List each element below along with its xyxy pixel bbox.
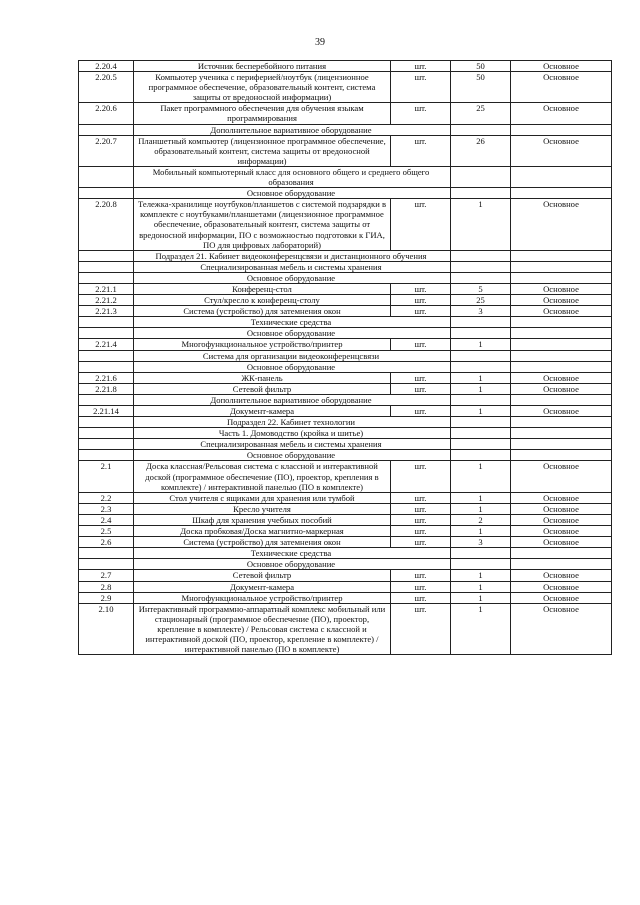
item-unit: шт. <box>391 461 451 492</box>
item-name: Тележка-хранилище ноутбуков/планшетов с системой подзарядки в комплекте с ноутбуками/планшетами (лицензионное программное обеспечение, образовательный контент, система защиты от вредоносной информации, ПО с возможностью подготовки к ГИА, ПО для цифровых лабораторий) <box>134 199 391 250</box>
section-heading: Система для организации видеоконференцсвязи <box>134 350 451 361</box>
section-number-cell <box>79 450 134 461</box>
item-type: Основное <box>511 306 612 317</box>
item-name: Доска пробковая/Доска магнитно-маркерная <box>134 526 391 537</box>
item-number: 2.20.8 <box>79 199 134 250</box>
item-quantity: 1 <box>451 503 511 514</box>
section-row <box>79 261 612 272</box>
section-heading: Основное оборудование <box>134 328 451 339</box>
item-name: Система (устройство) для затемнения окон <box>134 537 391 548</box>
table-row <box>79 592 612 603</box>
item-quantity: 1 <box>451 199 511 250</box>
item-number: 2.5 <box>79 526 134 537</box>
item-name: Стул/кресло к конференц-столу <box>134 295 391 306</box>
item-number: 2.20.4 <box>79 61 134 72</box>
equipment-table-body <box>79 61 612 655</box>
section-heading: Специализированная мебель и системы хранения <box>134 261 451 272</box>
item-name: Кресло учителя <box>134 503 391 514</box>
item-quantity: 3 <box>451 537 511 548</box>
section-qty-cell <box>451 328 511 339</box>
section-qty-cell <box>451 361 511 372</box>
item-type: Основное <box>511 72 612 103</box>
section-heading: Часть 1. Домоводство (кройка и шитье) <box>134 428 451 439</box>
item-name: Источник бесперебойного питания <box>134 61 391 72</box>
item-unit: шт. <box>391 526 451 537</box>
section-number-cell <box>79 272 134 283</box>
item-unit: шт. <box>391 61 451 72</box>
section-type-cell <box>511 261 612 272</box>
item-number: 2.21.6 <box>79 372 134 383</box>
item-unit: шт. <box>391 537 451 548</box>
item-number: 2.4 <box>79 514 134 525</box>
item-number: 2.20.7 <box>79 135 134 166</box>
item-type: Основное <box>511 135 612 166</box>
section-type-cell <box>511 417 612 428</box>
table-row <box>79 135 612 166</box>
section-row <box>79 250 612 261</box>
item-quantity: 26 <box>451 135 511 166</box>
item-number: 2.21.14 <box>79 406 134 417</box>
section-row <box>79 548 612 559</box>
item-type: Основное <box>511 514 612 525</box>
section-qty-cell <box>451 439 511 450</box>
item-unit: шт. <box>391 592 451 603</box>
item-quantity: 1 <box>451 581 511 592</box>
item-quantity: 1 <box>451 383 511 394</box>
item-name: Планшетный компьютер (лицензионное программное обеспечение, образовательный контент, система защиты от вредоносной информации) <box>134 135 391 166</box>
item-type: Основное <box>511 103 612 124</box>
section-type-cell <box>511 317 612 328</box>
section-type-cell <box>511 548 612 559</box>
item-type: Основное <box>511 570 612 581</box>
item-type: Основное <box>511 295 612 306</box>
item-type: Основное <box>511 383 612 394</box>
item-unit: шт. <box>391 492 451 503</box>
item-unit: шт. <box>391 103 451 124</box>
item-unit: шт. <box>391 283 451 294</box>
item-type: Основное <box>511 581 612 592</box>
item-unit: шт. <box>391 603 451 654</box>
table-row <box>79 61 612 72</box>
section-type-cell <box>511 328 612 339</box>
item-name: ЖК-панель <box>134 372 391 383</box>
item-quantity: 1 <box>451 570 511 581</box>
item-unit: шт. <box>391 306 451 317</box>
section-qty-cell <box>451 188 511 199</box>
item-number: 2.3 <box>79 503 134 514</box>
section-type-cell <box>511 124 612 135</box>
item-quantity: 3 <box>451 306 511 317</box>
item-quantity: 2 <box>451 514 511 525</box>
item-quantity: 1 <box>451 592 511 603</box>
section-qty-cell <box>451 417 511 428</box>
item-name: Сетевой фильтр <box>134 570 391 581</box>
item-name: Документ-камера <box>134 406 391 417</box>
section-qty-cell <box>451 450 511 461</box>
item-type: Основное <box>511 461 612 492</box>
item-unit: шт. <box>391 514 451 525</box>
section-number-cell <box>79 328 134 339</box>
section-type-cell <box>511 250 612 261</box>
section-heading: Технические средства <box>134 317 451 328</box>
item-name: Сетевой фильтр <box>134 383 391 394</box>
section-qty-cell <box>451 548 511 559</box>
section-row <box>79 394 612 405</box>
item-number: 2.7 <box>79 570 134 581</box>
item-unit: шт. <box>391 581 451 592</box>
item-type <box>511 339 612 350</box>
section-heading: Подраздел 22. Кабинет технологии <box>134 417 451 428</box>
item-unit: шт. <box>391 406 451 417</box>
item-number: 2.21.1 <box>79 283 134 294</box>
section-number-cell <box>79 559 134 570</box>
section-heading: Технические средства <box>134 548 451 559</box>
table-row <box>79 339 612 350</box>
item-number: 2.9 <box>79 592 134 603</box>
item-name: Интерактивный программно-аппаратный комплекс мобильный или стационарный (программное обеспечение (ПО), проектор, крепление в комплекте) / Рельсовая система с классной и интерактивной доской (ПО, проектор, крепление в комплекте) / интерактивной панелью (ПО в комплекте) <box>134 603 391 654</box>
item-quantity: 1 <box>451 406 511 417</box>
table-row <box>79 570 612 581</box>
page-number: 39 <box>315 37 325 48</box>
section-number-cell <box>79 350 134 361</box>
item-name: Конференц-стол <box>134 283 391 294</box>
equipment-table <box>78 60 612 655</box>
item-type: Основное <box>511 283 612 294</box>
table-row <box>79 372 612 383</box>
item-name: Доска классная/Рельсовая система с классной и интерактивной доской (программное обеспечение (ПО), проектор, крепления в комплекте) / интерактивной панелью (ПО в комплекте) <box>134 461 391 492</box>
item-quantity: 50 <box>451 61 511 72</box>
section-row <box>79 166 612 187</box>
table-row <box>79 537 612 548</box>
section-heading: Дополнительное вариативное оборудование <box>134 394 451 405</box>
item-type: Основное <box>511 592 612 603</box>
item-type: Основное <box>511 199 612 250</box>
item-unit: шт. <box>391 199 451 250</box>
item-quantity: 1 <box>451 372 511 383</box>
table-row <box>79 503 612 514</box>
item-name: Стол учителя с ящиками для хранения или тумбой <box>134 492 391 503</box>
section-number-cell <box>79 361 134 372</box>
section-number-cell <box>79 317 134 328</box>
item-number: 2.21.4 <box>79 339 134 350</box>
table-row <box>79 514 612 525</box>
item-type: Основное <box>511 537 612 548</box>
section-type-cell <box>511 166 612 187</box>
section-row <box>79 188 612 199</box>
item-unit: шт. <box>391 135 451 166</box>
item-type: Основное <box>511 526 612 537</box>
item-quantity: 1 <box>451 603 511 654</box>
item-quantity: 5 <box>451 283 511 294</box>
item-number: 2.10 <box>79 603 134 654</box>
item-unit: шт. <box>391 339 451 350</box>
section-qty-cell <box>451 428 511 439</box>
item-unit: шт. <box>391 570 451 581</box>
section-row <box>79 361 612 372</box>
section-type-cell <box>511 350 612 361</box>
section-qty-cell <box>451 559 511 570</box>
item-type: Основное <box>511 61 612 72</box>
section-row <box>79 328 612 339</box>
item-type: Основное <box>511 503 612 514</box>
item-name: Многофункциональное устройство/принтер <box>134 339 391 350</box>
section-number-cell <box>79 124 134 135</box>
table-row <box>79 383 612 394</box>
item-name: Многофункциональное устройство/принтер <box>134 592 391 603</box>
item-number: 2.6 <box>79 537 134 548</box>
section-number-cell <box>79 417 134 428</box>
item-quantity: 1 <box>451 461 511 492</box>
section-type-cell <box>511 559 612 570</box>
section-type-cell <box>511 361 612 372</box>
section-qty-cell <box>451 124 511 135</box>
item-name: Документ-камера <box>134 581 391 592</box>
item-number: 2.20.6 <box>79 103 134 124</box>
item-type: Основное <box>511 372 612 383</box>
section-qty-cell <box>451 166 511 187</box>
section-row <box>79 350 612 361</box>
section-heading: Основное оборудование <box>134 272 451 283</box>
section-type-cell <box>511 272 612 283</box>
section-row <box>79 559 612 570</box>
section-type-cell <box>511 428 612 439</box>
item-type: Основное <box>511 492 612 503</box>
table-row <box>79 581 612 592</box>
section-type-cell <box>511 439 612 450</box>
item-type: Основное <box>511 603 612 654</box>
section-heading: Мобильный компьютерный класс для основного общего и среднего общего образования <box>134 166 451 187</box>
section-row <box>79 428 612 439</box>
section-number-cell <box>79 250 134 261</box>
item-unit: шт. <box>391 72 451 103</box>
section-row <box>79 417 612 428</box>
item-quantity: 1 <box>451 339 511 350</box>
section-number-cell <box>79 166 134 187</box>
table-row <box>79 492 612 503</box>
item-number: 2.20.5 <box>79 72 134 103</box>
item-number: 2.21.8 <box>79 383 134 394</box>
section-qty-cell <box>451 272 511 283</box>
table-row <box>79 295 612 306</box>
table-row <box>79 103 612 124</box>
section-heading: Дополнительное вариативное оборудование <box>134 124 451 135</box>
table-row <box>79 603 612 654</box>
item-number: 2.2 <box>79 492 134 503</box>
item-number: 2.21.2 <box>79 295 134 306</box>
item-quantity: 25 <box>451 103 511 124</box>
section-number-cell <box>79 439 134 450</box>
item-unit: шт. <box>391 383 451 394</box>
section-type-cell <box>511 394 612 405</box>
item-name: Система (устройство) для затемнения окон <box>134 306 391 317</box>
section-number-cell <box>79 428 134 439</box>
item-quantity: 50 <box>451 72 511 103</box>
section-heading: Основное оборудование <box>134 559 451 570</box>
item-unit: шт. <box>391 295 451 306</box>
item-number: 2.1 <box>79 461 134 492</box>
item-name: Пакет программного обеспечения для обучения языкам программирования <box>134 103 391 124</box>
section-heading: Основное оборудование <box>134 188 451 199</box>
item-number: 2.8 <box>79 581 134 592</box>
item-name: Шкаф для хранения учебных пособий <box>134 514 391 525</box>
section-qty-cell <box>451 250 511 261</box>
section-row <box>79 439 612 450</box>
table-row <box>79 306 612 317</box>
section-type-cell <box>511 188 612 199</box>
section-number-cell <box>79 188 134 199</box>
section-number-cell <box>79 394 134 405</box>
section-row <box>79 317 612 328</box>
section-qty-cell <box>451 261 511 272</box>
table-row <box>79 72 612 103</box>
section-row <box>79 450 612 461</box>
section-heading: Основное оборудование <box>134 361 451 372</box>
item-unit: шт. <box>391 372 451 383</box>
section-number-cell <box>79 548 134 559</box>
item-quantity: 25 <box>451 295 511 306</box>
table-row <box>79 406 612 417</box>
item-number: 2.21.3 <box>79 306 134 317</box>
item-quantity: 1 <box>451 526 511 537</box>
table-row <box>79 283 612 294</box>
table-row <box>79 526 612 537</box>
section-number-cell <box>79 261 134 272</box>
item-quantity: 1 <box>451 492 511 503</box>
section-heading: Основное оборудование <box>134 450 451 461</box>
section-row <box>79 124 612 135</box>
section-heading: Специализированная мебель и системы хранения <box>134 439 451 450</box>
table-row <box>79 461 612 492</box>
section-row <box>79 272 612 283</box>
section-qty-cell <box>451 317 511 328</box>
table-row <box>79 199 612 250</box>
item-type: Основное <box>511 406 612 417</box>
section-type-cell <box>511 450 612 461</box>
section-qty-cell <box>451 350 511 361</box>
section-heading: Подраздел 21. Кабинет видеоконференцсвязи и дистанционного обучения <box>134 250 451 261</box>
section-qty-cell <box>451 394 511 405</box>
item-unit: шт. <box>391 503 451 514</box>
item-name: Компьютер ученика с периферией/ноутбук (лицензионное программное обеспечение, образовательный контент, система защиты от вредоносной информации) <box>134 72 391 103</box>
